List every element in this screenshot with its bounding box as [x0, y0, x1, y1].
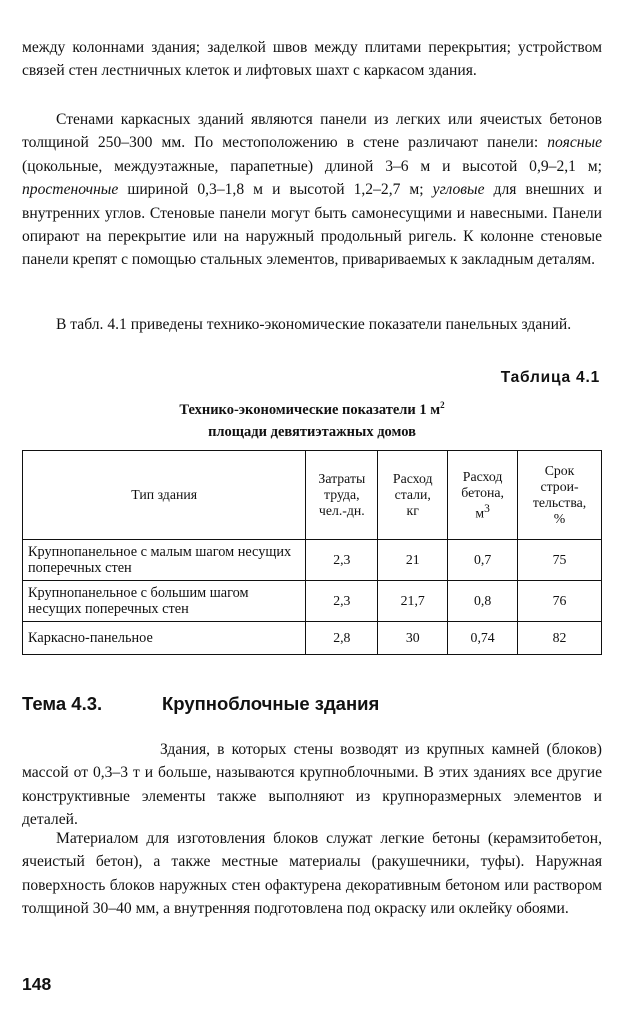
- paragraph-2-text-a: Стенами каркасных зданий являются панели из легких или ячеистых бетонов толщиной 250–300 мм. По местоположению в стене различают панели:: [22, 111, 602, 152]
- paragraph-2-text-d: для внешних и внутренних углов. Стеновые панели могут быть самонесущими и навесными. Панели опирают на перекрытие или на наружный продольный ригель. К колонне стеновые панели крепят с помощью стальных элементов, привариваемых к закладным деталям.: [22, 181, 602, 269]
- section-number: Тема 4.3.: [22, 693, 103, 714]
- paragraph-5: Материалом для изготовления блоков служат легкие бетоны (керамзитобетон, ячеистый бетон), а также местные материалы (ракушечники, туфы). Наружная поверхность блоков наружных стен офактурена декоративным бетоном или раствором толщиной 30–40 мм, а внутренняя подготовлена под окраску или оклейку обоями.: [22, 830, 602, 918]
- term-prostenochnye: простеночные: [22, 181, 119, 199]
- table-caption-line2: площади девятиэтажных домов: [208, 423, 416, 440]
- table-row: [23, 581, 602, 622]
- header-steel: Расход стали, кг: [378, 451, 448, 540]
- cell-steel: 21: [378, 540, 448, 581]
- header-labor: Затраты труда, чел.-дн.: [306, 451, 378, 540]
- row-name: Каркасно-панельное: [23, 622, 306, 655]
- cell-labor: 2,8: [306, 622, 378, 655]
- term-poyasnye: поясные: [547, 134, 602, 152]
- term-uglovye: угловые: [432, 181, 485, 199]
- section-heading: [22, 693, 379, 715]
- cell-concrete: 0,7: [448, 540, 518, 581]
- table-caption: [22, 394, 602, 443]
- header-concrete: Расход бетона, $м^3$: [448, 451, 518, 540]
- header-term: Срок строи- тельства, %: [518, 451, 602, 540]
- paragraph-2-text-b: (цокольные, междуэтажные, парапетные) длиной 3–6 м и высотой 0,9–2,1 м;: [22, 157, 602, 175]
- table-caption-line1: Технико-экономические показатели 1 м: [179, 401, 441, 418]
- paragraph-2: [22, 108, 602, 272]
- cell-concrete: 0,8: [448, 581, 518, 622]
- row-name: Крупнопанельное с большим шагом несущих поперечных стен: [23, 581, 306, 622]
- cell-term: 82: [518, 622, 602, 655]
- table-number: Таблица 4.1: [500, 369, 600, 386]
- paragraph-1: между колоннами здания; заделкой швов между плитами перекрытия; устройством связей стен лестничных клеток и лифтовых шахт с каркасом здания.: [22, 39, 602, 80]
- cell-labor: 2,3: [306, 540, 378, 581]
- cell-term: 76: [518, 581, 602, 622]
- cell-labor: 2,3: [306, 581, 378, 622]
- table-header-row: [23, 451, 602, 540]
- page-number: 148: [22, 974, 52, 994]
- section-title: Крупноблочные здания: [162, 693, 380, 714]
- cell-concrete: 0,74: [448, 622, 518, 655]
- paragraph-2-text-c: шириной 0,3–1,8 м и высотой 1,2–2,7 м;: [118, 181, 433, 199]
- table-row: [23, 540, 602, 581]
- header-type: Тип здания: [23, 451, 306, 540]
- paragraph-4: Здания, в которых стены возводят из крупных камней (блоков) массой от 0,3–3 т и больше, называются крупноблочными. В этих зданиях все другие конструктивные элементы также выполняют из крупноразмерных элементов и деталей.: [22, 741, 602, 829]
- cell-term: 75: [518, 540, 602, 581]
- table-row: [23, 622, 602, 655]
- cell-steel: 21,7: [378, 581, 448, 622]
- table-caption-sup: 2: [440, 400, 445, 410]
- row-name: Крупнопанельное с малым шагом несущих поперечных стен: [23, 540, 306, 581]
- cell-steel: 30: [378, 622, 448, 655]
- paragraph-3: В табл. 4.1 приведены технико-экономические показатели панельных зданий.: [56, 316, 572, 333]
- data-table: [22, 450, 602, 655]
